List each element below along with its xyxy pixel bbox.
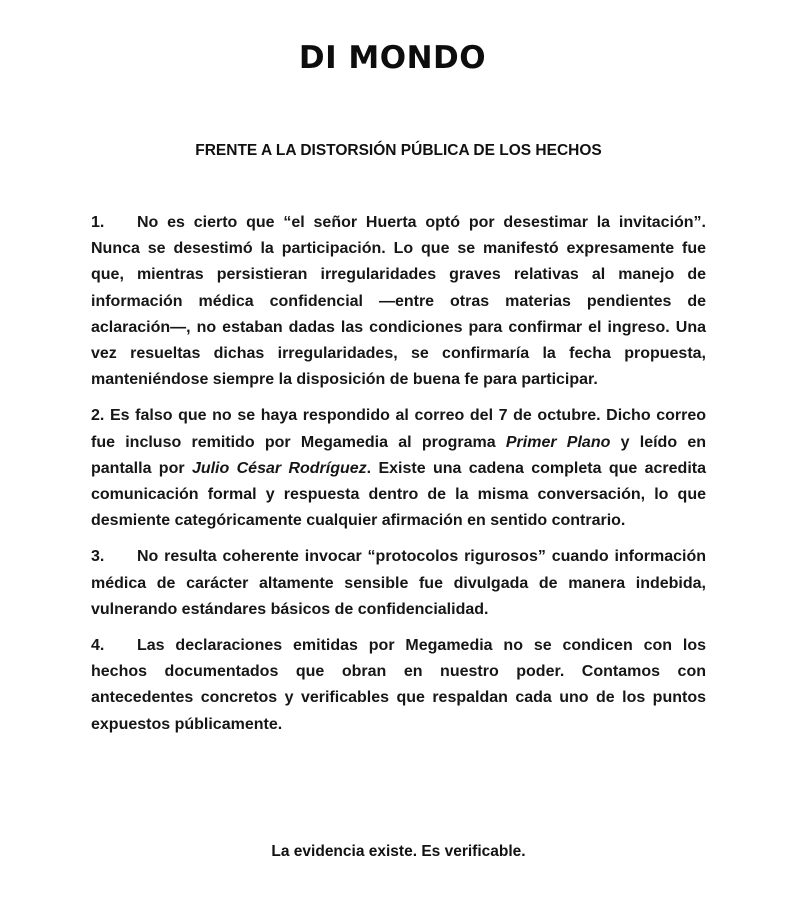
program-name: Primer Plano bbox=[505, 433, 611, 451]
point-1 bbox=[91, 210, 706, 393]
document-title: DI MONDO bbox=[298, 40, 487, 76]
presenter-name: Julio César Rodríguez bbox=[191, 459, 367, 477]
closing-statement: La evidencia existe. Es verificable. bbox=[271, 843, 526, 860]
point-text-part: Es falso que no se haya respondido al correo del 7 de octubre. Dicho correo fue incluso remitido por Megamedia al programa bbox=[91, 407, 707, 451]
point-text-part: . Existe una cadena completa que acredita comunicación formal y respuesta dentro de la misma conversación, lo que desmiente categóricamente cualquier afirmación en sentido contrario. bbox=[91, 459, 706, 530]
point-number: 4. bbox=[91, 637, 105, 655]
statement-body bbox=[91, 210, 706, 748]
document-subtitle: FRENTE A LA DISTORSIÓN PÚBLICA DE LOS HECHOS bbox=[195, 142, 602, 159]
point-3 bbox=[91, 544, 706, 623]
point-text: No es cierto que “el señor Huerta optó por desestimar la invitación”. Nunca se desestimó la participación. Lo que se manifestó expresamente fue que, mientras persistieran irregularidades graves relativas al manejo de información médica confidencial —entre otras materias pendientes de aclaración—, no estaban dadas las condiciones para confirmar el ingreso. Una vez resueltas dichas irregularidades, se confirmaría la fecha propuesta, manteniéndose siempre la disposición de buena fe para participar. bbox=[91, 214, 706, 389]
point-number: 3. bbox=[91, 548, 105, 566]
point-text-part: y leído en pantalla por bbox=[91, 433, 707, 477]
point-number: 2. bbox=[91, 407, 105, 425]
point-4 bbox=[91, 633, 706, 738]
point-number: 1. bbox=[91, 214, 105, 231]
point-2 bbox=[91, 403, 706, 534]
point-text: No resulta coherente invocar “protocolos rigurosos” cuando información médica de carácter altamente sensible fue divulgada de manera indebida, vulnerando estándares básicos de confidencialidad. bbox=[91, 548, 706, 618]
point-text: Las declaraciones emitidas por Megamedia no se condicen con los hechos documentados que obran en nuestro poder. Contamos con antecedentes concretos y verificables que respaldan cada uno de los puntos expuestos públicamente. bbox=[91, 637, 706, 733]
